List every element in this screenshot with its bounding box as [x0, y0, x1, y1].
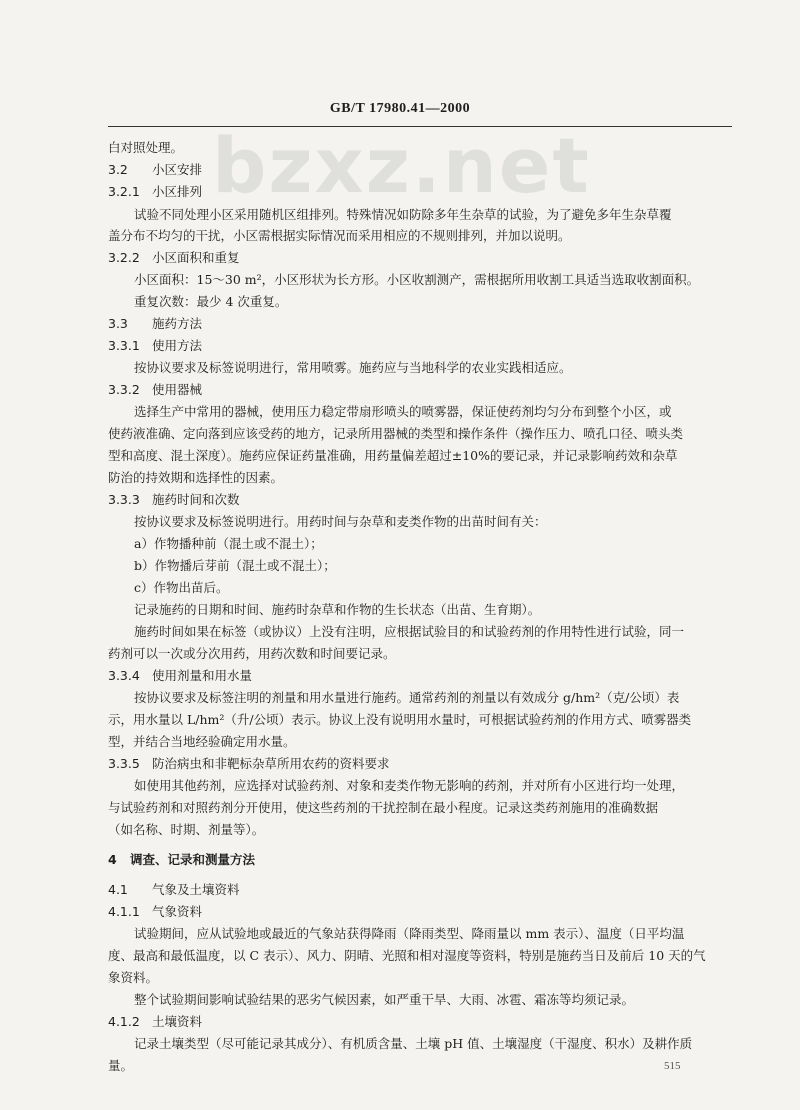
section-heading-3-3-2: [108, 382, 202, 398]
section-number: 4.1: [108, 882, 128, 897]
section-title: 气象及土壤资料: [152, 882, 240, 897]
paragraph-line: 使药液准确、定向落到应该受药的地方，记录所用器械的类型和操作条件（操作压力、喷孔口径、喷头类: [108, 426, 684, 441]
section-heading-3-3-1: [108, 338, 202, 354]
watermark: bzxz.net: [212, 121, 591, 210]
section-heading-4-1-1: [108, 904, 202, 920]
section-number: 4: [108, 852, 117, 867]
paragraph-line: 记录土壤类型（尽可能记录其成分）、有机质含量、土壤 pH 值、土壤湿度（干湿度、积水）及耕作质: [134, 1036, 693, 1051]
section-heading-3-3-4: [108, 668, 252, 684]
paragraph-line: 量。: [108, 1058, 134, 1073]
section-number: 3.2.2: [108, 250, 140, 265]
section-title: 使用方法: [152, 338, 203, 353]
section-heading-3-3: [108, 316, 202, 332]
paragraph-line: 示，用水量以 L/hm²（升/公顷）表示。协议上没有说明用水量时，可根据试验药剂的作用方式、喷雾器类: [108, 712, 692, 727]
paragraph-line: 整个试验期间影响试验结果的恶劣气候因素，如严重干旱、大雨、冰雹、霜冻等均须记录。: [134, 992, 635, 1007]
section-title: 使用剂量和用水量: [152, 668, 253, 683]
section-heading-4: [108, 852, 255, 868]
section-title: 土壤资料: [152, 1014, 203, 1029]
paragraph-line: 象资料。: [108, 970, 159, 985]
section-number: 3.3.2: [108, 382, 140, 397]
list-item: b）作物播后芽前（混土或不混土）；: [134, 558, 336, 573]
section-title: 小区安排: [152, 162, 203, 177]
section-heading-3-2-1: [108, 184, 202, 200]
paragraph-line: 记录施药的日期和时间、施药时杂草和作物的生长状态（出苗、生育期）。: [134, 602, 541, 617]
paragraph-line: 白对照处理。: [108, 140, 184, 155]
paragraph-line: 型和高度、混土深度）。施药应保证药量准确，用药量偏差超过±10%的要记录，并记录影响药效和杂草: [108, 448, 678, 463]
list-item: a）作物播种前（混土或不混土）；: [134, 536, 323, 551]
section-title: 使用器械: [152, 382, 203, 397]
paragraph-line: 药剂可以一次或分次用药，用药次数和时间要记录。: [108, 646, 396, 661]
page-number: 515: [664, 1060, 681, 1072]
section-heading-3-3-5: [108, 756, 390, 772]
paragraph-line: 重复次数：最少 4 次重复。: [134, 294, 288, 309]
section-heading-3-2-2: [108, 250, 240, 266]
section-number: 3.3.4: [108, 668, 140, 683]
section-heading-3-2: [108, 162, 202, 178]
section-heading-4-1: [108, 882, 240, 898]
section-number: 3.2.1: [108, 184, 140, 199]
paragraph-line: 与试验药剂和对照药剂分开使用，使这些药剂的干扰控制在最小程度。记录这类药剂施用的准确数据: [108, 800, 659, 815]
paragraph-line: 试验不同处理小区采用随机区组排列。特殊情况如防除多年生杂草的试验，为了避免多年生杂草覆: [134, 207, 672, 222]
section-title: 小区排列: [152, 184, 203, 199]
section-title: 施药时间和次数: [152, 492, 240, 507]
paragraph-line: 型，并结合当地经验确定用水量。: [108, 734, 296, 749]
paragraph-line: 盖分布不均匀的干扰，小区需根据实际情况而采用相应的不规则排列，并加以说明。: [108, 228, 571, 243]
section-heading-3-3-3: [108, 492, 240, 508]
section-number: 3.2: [108, 162, 128, 177]
section-title: 气象资料: [152, 904, 203, 919]
section-title: 施药方法: [152, 316, 203, 331]
section-number: 3.3.3: [108, 492, 140, 507]
section-title: 防治病虫和非靶标杂草所用农药的资料要求: [152, 756, 390, 771]
section-number: 3.3.1: [108, 338, 140, 353]
list-item: c）作物出苗后。: [134, 580, 229, 595]
paragraph-line: 试验期间，应从试验地或最近的气象站获得降雨（降雨类型、降雨量以 mm 表示）、温度（日平均温: [134, 926, 685, 941]
standard-code-header: GB/T 17980.41—2000: [329, 101, 471, 116]
section-number: 4.1.2: [108, 1014, 140, 1029]
paragraph-line: 按协议要求及标签注明的剂量和用水量进行施药。通常药剂的剂量以有效成分 g/hm²（克/公顷）表: [134, 690, 680, 705]
section-number: 4.1.1: [108, 904, 140, 919]
paragraph-line: 小区面积：15～30 m²，小区形状为长方形。小区收割测产，需根据所用收割工具适当选取收割面积。: [134, 272, 700, 287]
section-heading-4-1-2: [108, 1014, 202, 1030]
paragraph-line: 施药时间如果在标签（或协议）上没有注明，应根据试验目的和试验药剂的作用特性进行试验，同一: [134, 624, 685, 639]
section-number: 3.3: [108, 316, 128, 331]
paragraph-line: 防治的持效期和选择性的因素。: [108, 470, 284, 485]
section-number: 3.3.5: [108, 756, 140, 771]
paragraph-line: 度、最高和最低温度，以 C 表示）、风力、阴晴、光照和相对湿度等资料，特别是施药当日及前后 10 天的气: [108, 948, 706, 963]
section-title: 小区面积和重复: [152, 250, 240, 265]
paragraph-line: 按协议要求及标签说明进行。用药时间与杂草和麦类作物的出苗时间有关：: [134, 514, 547, 529]
paragraph-line: 如使用其他药剂，应选择对试验药剂、对象和麦类作物无影响的药剂，并对所有小区进行均一处理，: [134, 778, 685, 793]
section-title: 调查、记录和测量方法: [130, 852, 256, 867]
paragraph-line: 选择生产中常用的器械，使用压力稳定带扇形喷头的喷雾器，保证使药剂均匀分布到整个小区，或: [134, 404, 672, 419]
paragraph-line: 按协议要求及标签说明进行，常用喷雾。施药应与当地科学的农业实践相适应。: [134, 360, 572, 375]
paragraph-line: （如名称、时期、剂量等）。: [108, 822, 265, 837]
